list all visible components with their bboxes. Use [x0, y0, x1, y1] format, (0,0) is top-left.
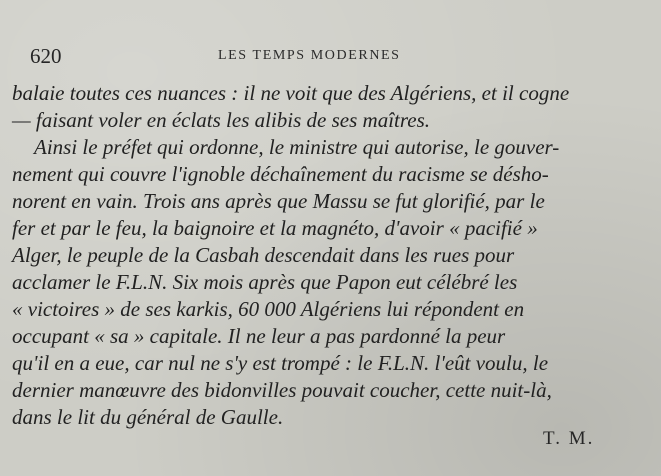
- page-number: 620: [30, 44, 62, 68]
- text-line: qu'il en a eue, car nul ne s'y est trompé : le F.L.N. l'eût voulu, le: [12, 351, 549, 375]
- author-signature: T. M.: [543, 428, 595, 449]
- text-line: dans le lit du général de Gaulle.: [12, 405, 284, 429]
- text-line: — faisant voler en éclats les alibis de ses maîtres.: [12, 108, 431, 132]
- text-line: balaie toutes ces nuances : il ne voit que des Algériens, et il cogne: [12, 81, 570, 105]
- body-text: [12, 80, 652, 431]
- text-line: Alger, le peuple de la Casbah descendait dans les rues pour: [12, 243, 515, 267]
- text-line: acclamer le F.L.N. Six mois après que Papon eut célébré les: [12, 270, 518, 294]
- text-line: « victoires » de ses karkis, 60 000 Algériens lui répondent en: [12, 297, 525, 321]
- page-header: [30, 44, 630, 70]
- text-line: norent en vain. Trois ans après que Massu se fut glorifié, par le: [12, 189, 545, 213]
- text-line: Ainsi le préfet qui ordonne, le ministre qui autorise, le gouver-: [34, 135, 560, 159]
- running-head: LES TEMPS MODERNES: [218, 48, 401, 63]
- text-line: occupant « sa » capitale. Il ne leur a pas pardonné la peur: [12, 324, 506, 348]
- text-line: nement qui couvre l'ignoble déchaînement du racisme se désho-: [12, 162, 549, 186]
- text-line: fer et par le feu, la baignoire et la magnéto, d'avoir « pacifié »: [12, 216, 538, 240]
- text-line: dernier manœuvre des bidonvilles pouvait coucher, cette nuit-là,: [12, 378, 552, 402]
